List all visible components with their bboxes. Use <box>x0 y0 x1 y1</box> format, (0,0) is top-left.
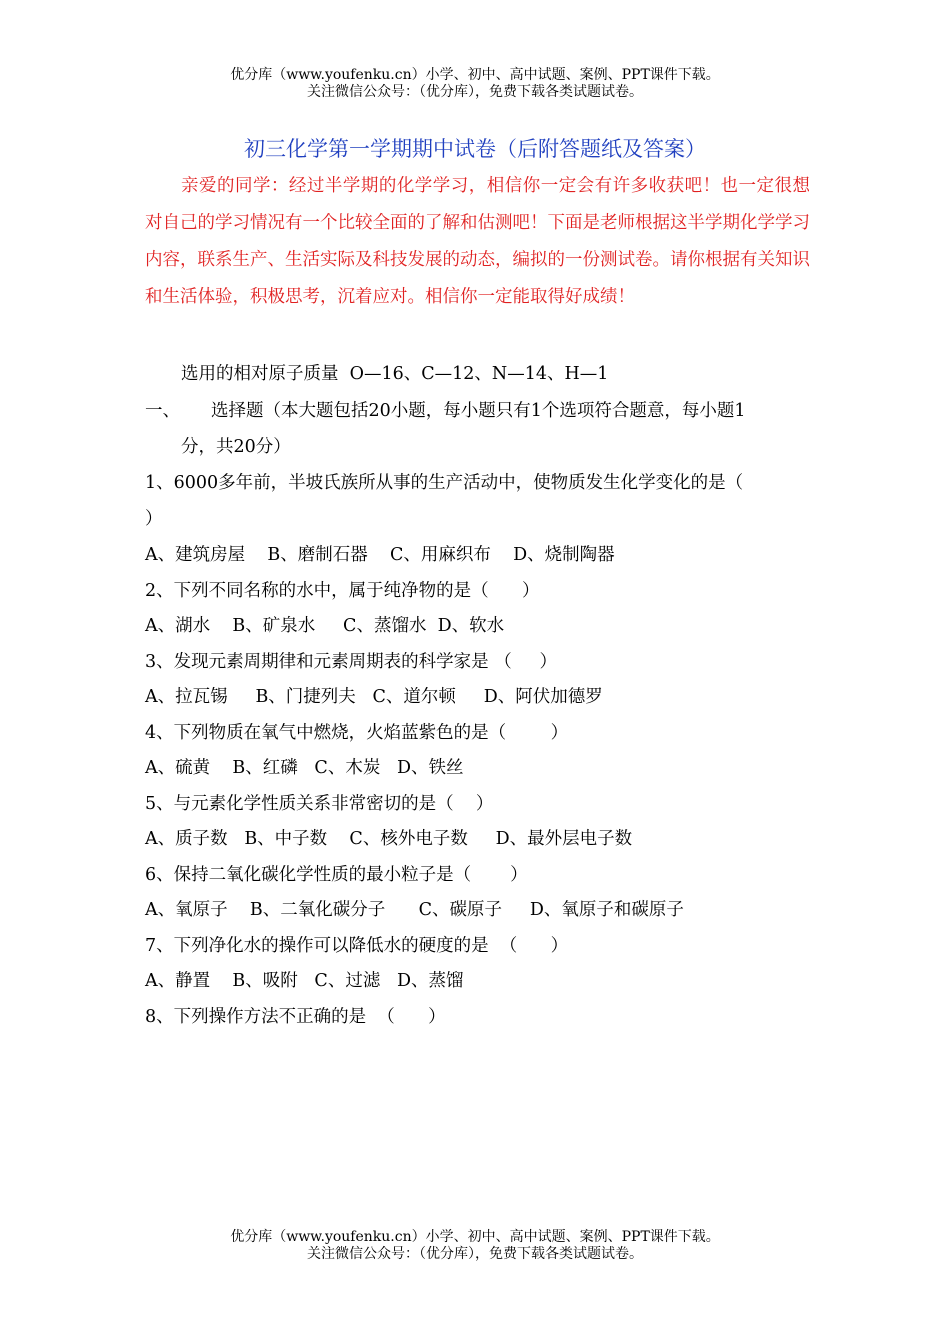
footer-line-1: 优分库（www.youfenku.cn）小学、初中、高中试题、案例、PPT课件下载。 <box>230 1229 720 1245</box>
question-2-options: A、湖水 B、矿泉水 C、蒸馏水 D、软水 <box>145 616 505 636</box>
page-footer <box>0 1229 950 1263</box>
atomic-mass-note: 选用的相对原子质量 O—16、C—12、N—14、H—1 <box>181 364 609 384</box>
question-4: 4、下列物质在氧气中燃烧，火焰蓝紫色的是（ ） <box>145 723 569 743</box>
question-8: 8、下列操作方法不正确的是 （ ） <box>145 1007 446 1027</box>
section-number: 一、 <box>145 401 180 421</box>
question-7: 7、下列净化水的操作可以降低水的硬度的是 （ ） <box>145 936 569 956</box>
question-1-options: A、建筑房屋 B、磨制石器 C、用麻织布 D、烧制陶器 <box>145 545 615 565</box>
question-3-options: A、拉瓦锡 B、门捷列夫 C、道尔顿 D、阿伏加德罗 <box>145 687 603 707</box>
question-5-options: A、质子数 B、中子数 C、核外电子数 D、最外层电子数 <box>145 829 633 849</box>
question-2: 2、下列不同名称的水中，属于纯净物的是（ ） <box>145 581 540 601</box>
section-heading-cont: 分，共20分） <box>181 437 291 457</box>
header-line-1: 优分库（www.youfenku.cn）小学、初中、高中试题、案例、PPT课件下载。 <box>230 67 720 83</box>
question-1-cont: ） <box>145 509 163 529</box>
question-4-options: A、硫黄 B、红磷 C、木炭 D、铁丝 <box>145 758 464 778</box>
intro-paragraph <box>145 168 810 316</box>
intro-text: 亲爱的同学：经过半学期的化学学习，相信你一定会有许多收获吧！也一定很想对自己的学习情况有一个比较全面的了解和估测吧！下面是老师根据这半学期化学学习内容，联系生产、生活实际及科技发展的动态，编拟的一份测试卷。请你根据有关知识和生活体验，积极思考，沉着应对。相信你一定能取得好成绩！ <box>145 176 810 307</box>
section-heading: 选择题（本大题包括20小题，每小题只有1个选项符合题意，每小题1 <box>211 401 746 421</box>
page-header <box>0 67 950 101</box>
question-5: 5、与元素化学性质关系非常密切的是（ ） <box>145 794 494 814</box>
question-3: 3、发现元素周期律和元素周期表的科学家是 （ ） <box>145 652 558 672</box>
question-1: 1、6000多年前，半坡氏族所从事的生产活动中，使物质发生化学变化的是（ <box>145 473 744 493</box>
page-title: 初三化学第一学期期中试卷（后附答题纸及答案） <box>244 137 706 161</box>
footer-line-2: 关注微信公众号：（优分库），免费下载各类试题试卷。 <box>307 1246 643 1262</box>
question-7-options: A、静置 B、吸附 C、过滤 D、蒸馏 <box>145 971 464 991</box>
header-line-2: 关注微信公众号：（优分库），免费下载各类试题试卷。 <box>307 84 643 100</box>
question-6: 6、保持二氧化碳化学性质的最小粒子是（ ） <box>145 865 528 885</box>
question-6-options: A、氧原子 B、二氧化碳分子 C、碳原子 D、氧原子和碳原子 <box>145 900 684 920</box>
